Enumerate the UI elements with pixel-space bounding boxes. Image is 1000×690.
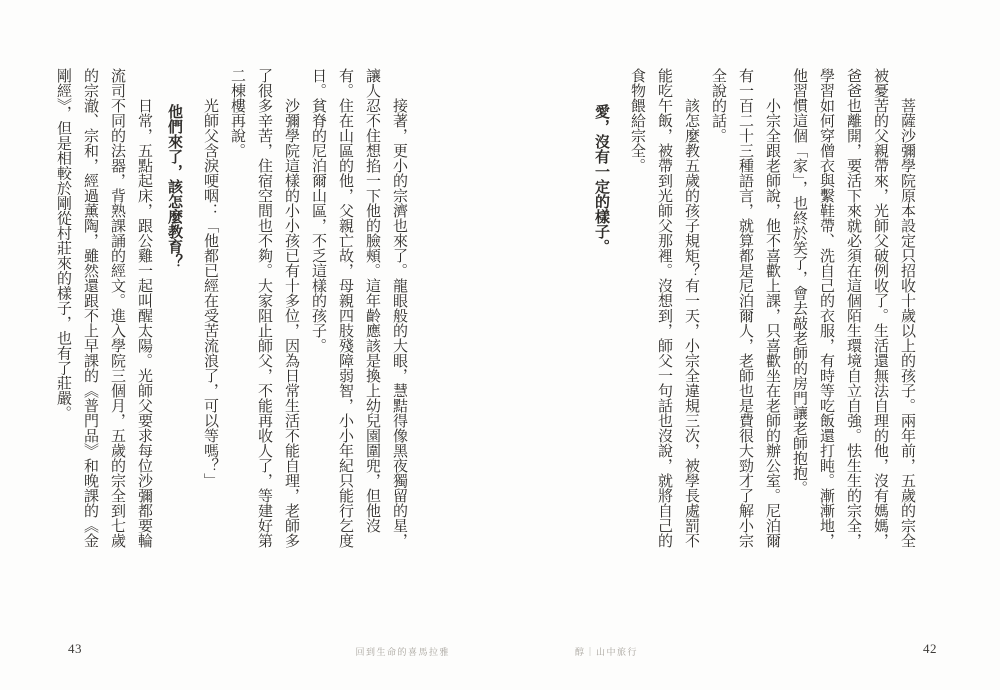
section-heading: 愛，沒有一定的樣子。: [593, 104, 609, 254]
paragraph: 該怎麼教五歲的孩子規矩？有一天，小宗全違規三次，被學長處罰不能吃午飯，被帶到光師父那裡。沒想到，師父一句話也沒說，就將自己的食物餵給宗全。: [629, 68, 699, 548]
section-heading: 他們來了，該怎麼教育？: [166, 104, 182, 269]
paragraph: 光師父含淚哽咽：「他都已經在受苦流浪了，可以等嗎？」: [202, 98, 218, 488]
paragraph: 菩薩沙彌學院原本設定只招收十歲以上的孩子。兩年前，五歲的宗全被憂苦的父親帶來，光師父破例收了。生活還無法自理的他，沒有媽媽，爸爸也離開，要活下來就必須在這個陌生環境自立自強。怯生生的宗全，學習如何穿僧衣與繫鞋帶、洗自己的衣服，有時等吃飯還打盹。漸漸地，他習慣這個「家」，也終於笑了，會去敲老師的房門讓老師抱抱。: [791, 68, 915, 548]
page-right: [500, 0, 1000, 690]
page-left-text: [49, 68, 412, 548]
paragraph: 日常，五點起床，跟公雞一起叫醒太陽。光師父要求每位沙彌都要輪流司不同的法器，背熟課誦的經文。進入學院三個月，五歲的宗全到七歲的宗澈、宗和，經過薰陶，雖然還跟不上早課的《普門品》和晚課的《金剛經》，但是相較於剛從村莊來的樣子，也有了莊嚴。: [55, 68, 152, 548]
running-title: 醇｜山中旅行: [575, 647, 639, 657]
page-right-text: [584, 68, 920, 548]
paragraph: 接著，更小的宗濟也來了。龍眼般的大眼，慧黠得像黑夜獨留的星，讓人忍不住想掐一下他的臉頰。這年齡應該是換上幼兒園圍兜，但他沒有。住在山區的他，父親亡故，母親四肢殘障弱智，小小年紀只能行乞度日。貧脊的尼泊爾山區，不乏這樣的孩子。: [310, 68, 407, 548]
paragraph: 沙彌學院這樣的小小孩已有十多位，因為日常生活不能自理，老師多了很多辛苦，住宿空間也不夠。大家阻止師父，不能再收人了，等建好第二棟樓再說。: [229, 68, 299, 548]
paragraph: 小宗全跟老師說，他不喜歡上課，只喜歡坐在老師的辦公室。尼泊爾有一百二十三種語言，就算都是尼泊爾人，老師也是費很大勁才了解小宗全說的話。: [710, 68, 780, 548]
page-number: 43: [68, 641, 82, 656]
running-title: 回到生命的喜馬拉雅: [355, 647, 450, 657]
page-number: 42: [923, 641, 937, 656]
